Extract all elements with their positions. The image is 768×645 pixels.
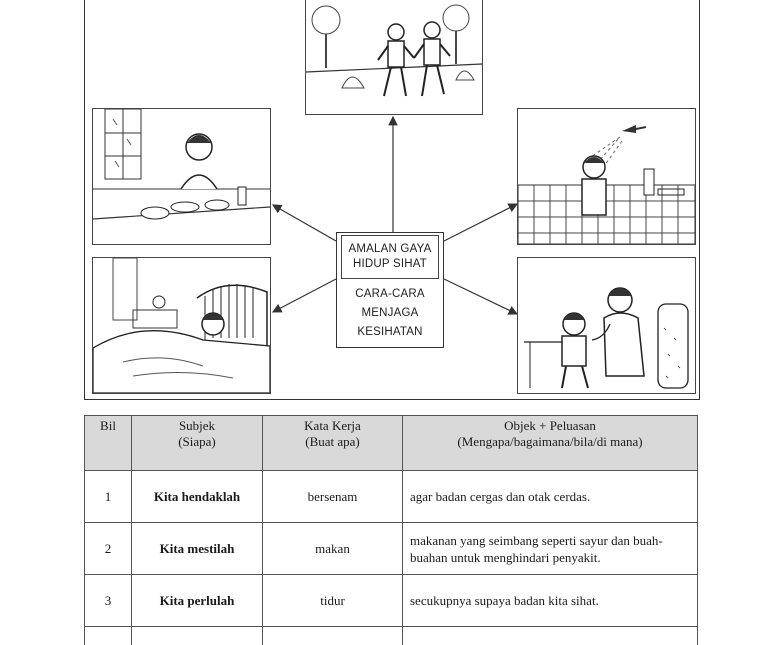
center-subtitle-line-1: CARA-CARA [339, 285, 441, 304]
cell-subjek: Kita hendaklah [132, 471, 263, 523]
cell-empty [263, 627, 403, 645]
table-row [85, 523, 698, 575]
picture-sleeping [92, 257, 271, 394]
cell-kata-kerja: makan [263, 523, 403, 575]
center-title-line-1: AMALAN GAYA [344, 242, 436, 257]
mind-map-diagram [84, 0, 700, 400]
cell-kata-kerja: tidur [263, 575, 403, 627]
picture-showering [517, 108, 696, 245]
arrow-left-lower [273, 279, 336, 312]
cell-objek: makanan yang seimbang seperti sayur dan buah-buahan untuk menghindari penyakit. [403, 523, 698, 575]
header-bil: Bil [85, 416, 132, 471]
header-objek [403, 416, 698, 471]
cell-objek: secukupnya supaya badan kita sihat. [403, 575, 698, 627]
header-kata-kerja-line-2: (Buat apa) [264, 434, 401, 450]
cell-subjek: Kita mestilah [132, 523, 263, 575]
table-row [85, 575, 698, 627]
sentence-table [84, 415, 698, 645]
header-subjek [132, 416, 263, 471]
table-row-empty [85, 627, 698, 645]
cell-bil: 2 [85, 523, 132, 575]
cell-bil: 1 [85, 471, 132, 523]
header-kata-kerja [263, 416, 403, 471]
picture-doctor-checkup [517, 257, 696, 394]
header-subjek-line-1: Subjek [133, 418, 261, 434]
table-row [85, 471, 698, 523]
cell-bil: 3 [85, 575, 132, 627]
center-subtitle-line-3: KESIHATAN [339, 323, 441, 342]
cell-objek: agar badan cergas dan otak cerdas. [403, 471, 698, 523]
cell-subjek: Kita perlulah [132, 575, 263, 627]
cell-empty [85, 627, 132, 645]
header-objek-line-2: (Mengapa/bagaimana/bila/di mana) [404, 434, 696, 450]
header-objek-line-1: Objek + Peluasan [404, 418, 696, 434]
header-kata-kerja-line-1: Kata Kerja [264, 418, 401, 434]
arrow-right-upper [444, 204, 517, 241]
cell-empty [403, 627, 698, 645]
cell-empty [132, 627, 263, 645]
arrow-right-lower [444, 279, 517, 314]
picture-exercising [305, 0, 483, 115]
center-subtitle [337, 279, 443, 348]
header-subjek-line-2: (Siapa) [133, 434, 261, 450]
center-topic-box [336, 232, 444, 348]
arrow-left-upper [273, 205, 336, 241]
center-title-line-2: HIDUP SIHAT [344, 257, 436, 272]
center-title [341, 235, 439, 279]
table-header-row [85, 416, 698, 471]
center-subtitle-line-2: MENJAGA [339, 304, 441, 323]
picture-eating [92, 108, 271, 245]
cell-kata-kerja: bersenam [263, 471, 403, 523]
